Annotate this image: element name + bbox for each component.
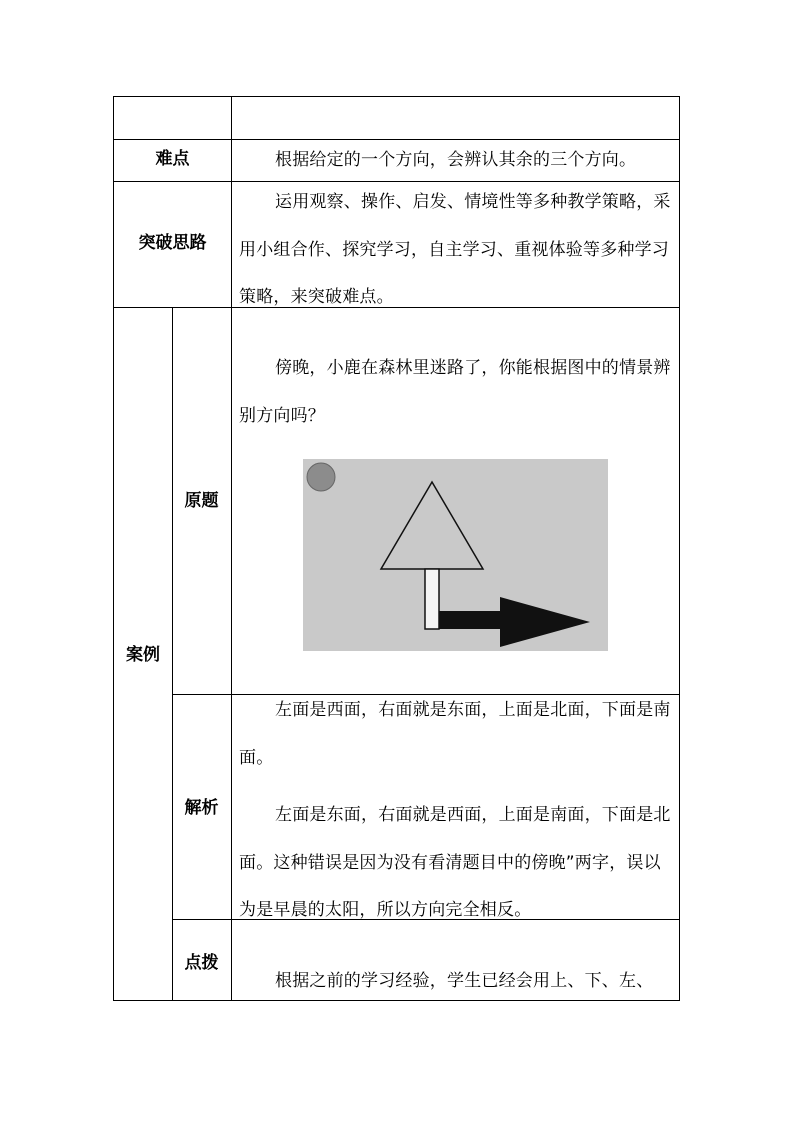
column-divider [231,97,232,1000]
direction-figure [303,459,608,651]
lesson-table [113,96,680,1001]
signpost-icon [425,569,439,629]
direction-figure-svg [303,459,608,651]
sun-icon [307,463,335,491]
analysis-para-1: 左面是西面，右面就是东面，上面是北面，下面是南面。 [239,700,671,768]
case-label: 案例 [126,645,160,665]
analysis-label: 解析 [184,798,219,818]
triangle-sign-icon [381,482,483,569]
tips-content: 根据之前的学习经验，学生已经会用上、下、左、 [275,971,654,991]
arrow-right-icon [439,597,590,647]
approach-content: 运用观察、操作、启发、情境性等多种教学策略，采用小组合作、探究学习，自主学习、重视体验等多种学习策略，来突破难点。 [239,192,671,307]
analysis-para-2: 左面是东面，右面就是西面，上面是南面，下面是北面。这种错误是因为没有看清题目中的傍晚”两字，误以为是早晨的太阳，所以方向完全相反。 [239,805,671,920]
column-divider [172,307,173,1000]
tips-label: 点拨 [184,953,219,973]
approach-label: 突破思路 [138,233,207,253]
original-label: 原题 [184,491,219,511]
original-question: 傍晚，小鹿在森林里迷路了，你能根据图中的情景辨别方向吗？ [239,358,671,426]
difficulty-label: 难点 [155,149,190,169]
difficulty-content: 根据给定的一个方向，会辨认其余的三个方向。 [275,150,637,170]
